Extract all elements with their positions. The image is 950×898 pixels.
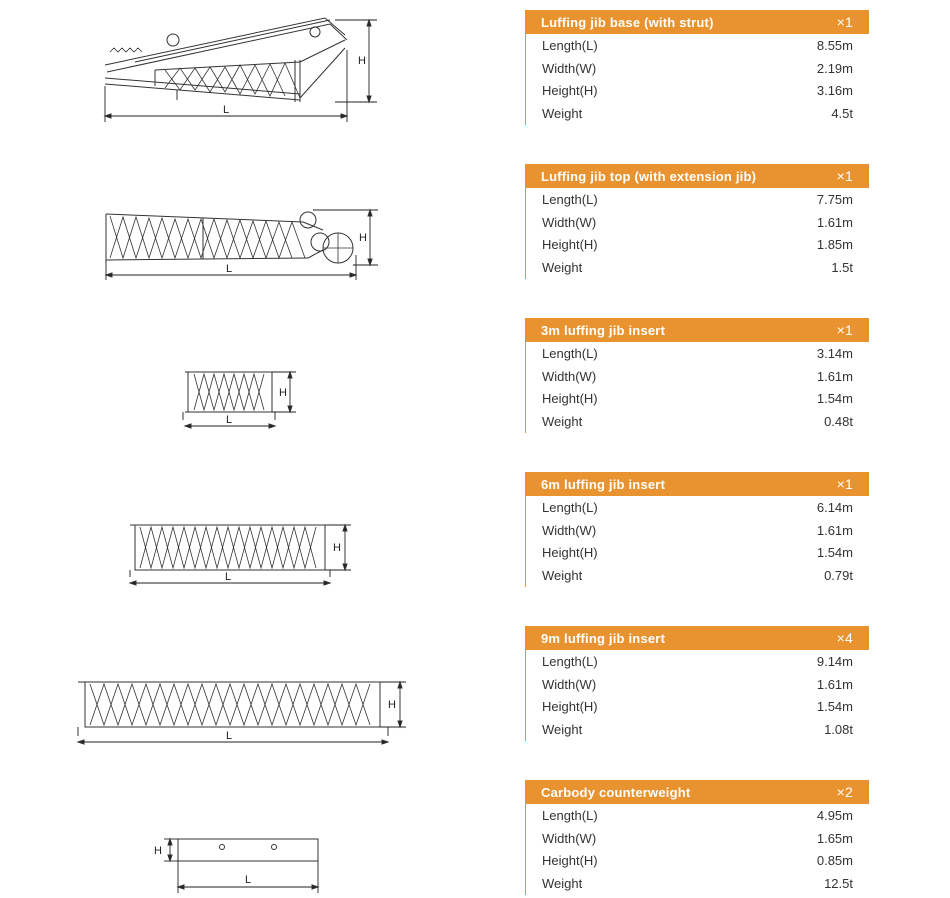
spec-row-height: Height(H) 1.54m xyxy=(542,699,853,715)
spec-header xyxy=(525,10,869,34)
spec-row-width: Width(W) 1.61m xyxy=(542,368,853,384)
drawing-3m-insert xyxy=(180,362,300,434)
spec-header xyxy=(525,164,869,188)
dim-height-label: H xyxy=(358,55,366,67)
spec-card-counterweight xyxy=(525,780,869,895)
spec-row-width: Width(W) 1.61m xyxy=(542,676,853,692)
component-name: 3m luffing jib insert xyxy=(541,322,666,338)
component-name: Carbody counterweight xyxy=(541,784,691,800)
component-qty: ×4 xyxy=(836,630,853,646)
svg-text:L: L xyxy=(226,414,233,426)
spec-row-width: Width(W) 1.61m xyxy=(542,522,853,538)
drawing-jib-base xyxy=(95,10,385,125)
spec-card-jib-top xyxy=(525,164,869,279)
svg-text:H: H xyxy=(388,699,396,711)
spec-row-length: Length(L) 6.14m xyxy=(542,499,853,515)
component-qty: ×2 xyxy=(836,784,853,800)
component-name: 6m luffing jib insert xyxy=(541,476,666,492)
spec-row-width: Width(W) 1.61m xyxy=(542,214,853,230)
svg-text:H: H xyxy=(279,387,287,399)
spec-header xyxy=(525,318,869,342)
spec-card-jib-base xyxy=(525,10,869,125)
spec-card-9m-insert xyxy=(525,626,869,741)
spec-row-weight: Weight 1.5t xyxy=(542,259,853,275)
svg-text:L: L xyxy=(226,263,233,275)
spec-header xyxy=(525,780,869,804)
spec-header xyxy=(525,472,869,496)
spec-row-length: Length(L) 7.75m xyxy=(542,191,853,207)
spec-row-length: Length(L) 4.95m xyxy=(542,807,853,823)
svg-text:H: H xyxy=(333,542,341,554)
spec-header xyxy=(525,626,869,650)
spec-row-weight: Weight 1.08t xyxy=(542,721,853,737)
spec-row-weight: Weight 0.48t xyxy=(542,413,853,429)
spec-card-6m-insert xyxy=(525,472,869,587)
spec-row-weight: Weight 12.5t xyxy=(542,875,853,891)
svg-text:L: L xyxy=(245,874,252,886)
spec-row-weight: Weight 4.5t xyxy=(542,105,853,121)
svg-text:H: H xyxy=(359,232,367,244)
drawing-jib-top xyxy=(98,200,388,285)
spec-row-height: Height(H) 1.85m xyxy=(542,237,853,253)
svg-text:L: L xyxy=(226,730,233,742)
spec-row-length: Length(L) 8.55m xyxy=(542,37,853,53)
spec-row-length: Length(L) 9.14m xyxy=(542,653,853,669)
spec-row-width: Width(W) 2.19m xyxy=(542,60,853,76)
component-qty: ×1 xyxy=(836,168,853,184)
component-name: Luffing jib base (with strut) xyxy=(541,14,714,30)
spec-card-3m-insert xyxy=(525,318,869,433)
dim-length-label: L xyxy=(223,104,230,116)
spec-row-height: Height(H) 1.54m xyxy=(542,545,853,561)
component-name: 9m luffing jib insert xyxy=(541,630,666,646)
component-name: Luffing jib top (with extension jib) xyxy=(541,168,757,184)
component-qty: ×1 xyxy=(836,476,853,492)
spec-row-height: Height(H) 1.54m xyxy=(542,391,853,407)
drawing-9m-insert xyxy=(70,670,410,752)
component-qty: ×1 xyxy=(836,322,853,338)
svg-text:L: L xyxy=(225,571,232,583)
spec-row-height: Height(H) 3.16m xyxy=(542,83,853,99)
drawing-counterweight xyxy=(150,833,330,895)
spec-row-length: Length(L) 3.14m xyxy=(542,345,853,361)
spec-row-width: Width(W) 1.65m xyxy=(542,830,853,846)
component-qty: ×1 xyxy=(836,14,853,30)
spec-row-height: Height(H) 0.85m xyxy=(542,853,853,869)
drawing-6m-insert xyxy=(125,515,355,590)
spec-row-weight: Weight 0.79t xyxy=(542,567,853,583)
svg-text:H: H xyxy=(154,845,162,857)
